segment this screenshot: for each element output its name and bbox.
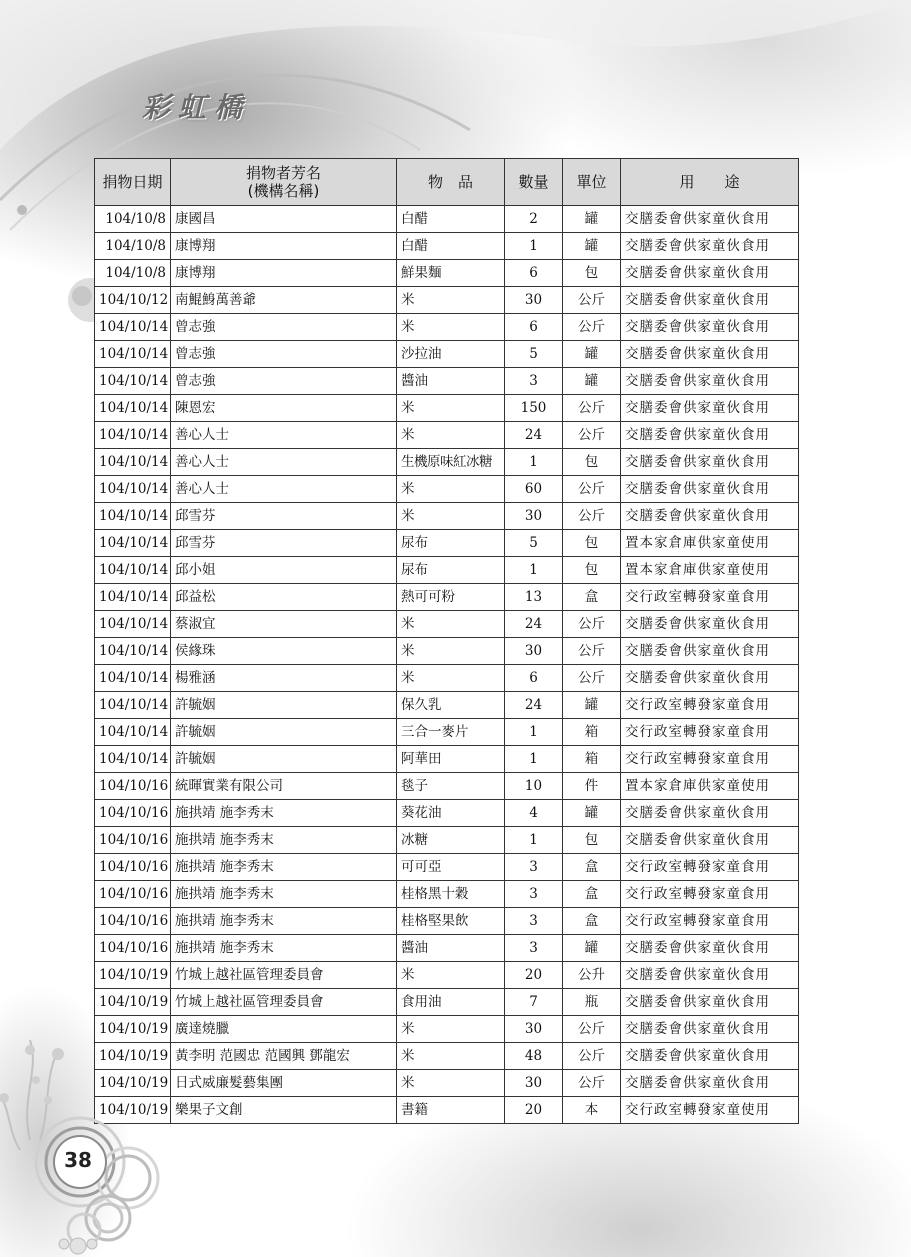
cell-date: 104/10/14 xyxy=(95,557,171,584)
table-row xyxy=(95,1070,799,1097)
cell-unit: 公斤 xyxy=(563,422,621,449)
cell-use: 交膳委會供家童伙食用 xyxy=(621,314,799,341)
cell-donor: 善心人士 xyxy=(171,449,397,476)
cell-donor: 侯緣珠 xyxy=(171,638,397,665)
cell-donor: 廣達燒臘 xyxy=(171,1016,397,1043)
table-row xyxy=(95,989,799,1016)
cell-use: 交行政室轉發家童食用 xyxy=(621,746,799,773)
cell-qty: 6 xyxy=(505,665,563,692)
cell-unit: 本 xyxy=(563,1097,621,1124)
cell-date: 104/10/14 xyxy=(95,476,171,503)
cell-donor: 樂果子文創 xyxy=(171,1097,397,1124)
table-row xyxy=(95,1043,799,1070)
cell-date: 104/10/19 xyxy=(95,989,171,1016)
cell-donor: 邱雪芬 xyxy=(171,530,397,557)
cell-date: 104/10/16 xyxy=(95,827,171,854)
cell-use: 交膳委會供家童伙食用 xyxy=(621,503,799,530)
cell-item: 米 xyxy=(397,287,505,314)
table-row xyxy=(95,314,799,341)
cell-donor: 竹城上越社區管理委員會 xyxy=(171,989,397,1016)
cell-use: 交行政室轉發家童使用 xyxy=(621,1097,799,1124)
cell-item: 桂格黑十穀 xyxy=(397,881,505,908)
cell-item: 阿華田 xyxy=(397,746,505,773)
cell-use: 交膳委會供家童伙食用 xyxy=(621,935,799,962)
cell-use: 交膳委會供家童伙食用 xyxy=(621,827,799,854)
cell-use: 交膳委會供家童伙食用 xyxy=(621,476,799,503)
cell-date: 104/10/8 xyxy=(95,206,171,233)
cell-date: 104/10/19 xyxy=(95,1016,171,1043)
cell-unit: 罐 xyxy=(563,341,621,368)
cell-date: 104/10/14 xyxy=(95,368,171,395)
cell-unit: 罐 xyxy=(563,206,621,233)
cell-qty: 30 xyxy=(505,1070,563,1097)
cell-donor: 陳恩宏 xyxy=(171,395,397,422)
cell-use: 交膳委會供家童伙食用 xyxy=(621,665,799,692)
cell-qty: 24 xyxy=(505,692,563,719)
table-row xyxy=(95,395,799,422)
cell-qty: 7 xyxy=(505,989,563,1016)
cell-item: 尿布 xyxy=(397,557,505,584)
table-row xyxy=(95,503,799,530)
table-row xyxy=(95,746,799,773)
cell-unit: 包 xyxy=(563,449,621,476)
cell-item: 可可亞 xyxy=(397,854,505,881)
cell-donor: 竹城上越社區管理委員會 xyxy=(171,962,397,989)
cell-qty: 3 xyxy=(505,368,563,395)
cell-donor: 許毓姻 xyxy=(171,719,397,746)
cell-item: 書籍 xyxy=(397,1097,505,1124)
cell-item: 米 xyxy=(397,503,505,530)
magazine-logo: 彩虹橋 xyxy=(142,91,251,124)
cell-item: 米 xyxy=(397,638,505,665)
cell-qty: 48 xyxy=(505,1043,563,1070)
cell-date: 104/10/19 xyxy=(95,1097,171,1124)
cell-use: 交膳委會供家童伙食用 xyxy=(621,800,799,827)
cell-qty: 20 xyxy=(505,1097,563,1124)
cell-donor: 日式威廉髮藝集團 xyxy=(171,1070,397,1097)
table-row xyxy=(95,233,799,260)
cell-use: 交膳委會供家童伙食用 xyxy=(621,1016,799,1043)
cell-qty: 24 xyxy=(505,422,563,449)
cell-donor: 統暉實業有限公司 xyxy=(171,773,397,800)
cell-use: 交膳委會供家童伙食用 xyxy=(621,962,799,989)
cell-qty: 3 xyxy=(505,908,563,935)
cell-qty: 4 xyxy=(505,800,563,827)
cell-date: 104/10/14 xyxy=(95,638,171,665)
cell-item: 醬油 xyxy=(397,368,505,395)
cell-use: 交膳委會供家童伙食用 xyxy=(621,449,799,476)
cell-unit: 罐 xyxy=(563,692,621,719)
cell-use: 置本家倉庫供家童使用 xyxy=(621,557,799,584)
cell-unit: 包 xyxy=(563,260,621,287)
cell-donor: 善心人士 xyxy=(171,422,397,449)
cell-use: 交膳委會供家童伙食用 xyxy=(621,287,799,314)
cell-qty: 1 xyxy=(505,557,563,584)
table-row xyxy=(95,962,799,989)
cell-item: 保久乳 xyxy=(397,692,505,719)
cell-date: 104/10/16 xyxy=(95,800,171,827)
cell-unit: 箱 xyxy=(563,719,621,746)
cell-use: 交行政室轉發家童食用 xyxy=(621,881,799,908)
cell-use: 交行政室轉發家童食用 xyxy=(621,719,799,746)
table-row xyxy=(95,827,799,854)
table-row xyxy=(95,260,799,287)
cell-date: 104/10/19 xyxy=(95,962,171,989)
cell-item: 白醋 xyxy=(397,206,505,233)
table-row xyxy=(95,476,799,503)
cell-use: 交膳委會供家童伙食用 xyxy=(621,206,799,233)
cell-qty: 1 xyxy=(505,449,563,476)
cell-donor: 蔡淑宜 xyxy=(171,611,397,638)
cell-donor: 康博翔 xyxy=(171,233,397,260)
cell-unit: 瓶 xyxy=(563,989,621,1016)
cell-use: 交行政室轉發家童食用 xyxy=(621,584,799,611)
cell-unit: 包 xyxy=(563,530,621,557)
cell-unit: 公斤 xyxy=(563,503,621,530)
cell-item: 米 xyxy=(397,395,505,422)
cell-item: 尿布 xyxy=(397,530,505,557)
cell-date: 104/10/14 xyxy=(95,422,171,449)
cell-unit: 包 xyxy=(563,557,621,584)
cell-use: 交膳委會供家童伙食用 xyxy=(621,1043,799,1070)
table-row xyxy=(95,692,799,719)
table-row xyxy=(95,1016,799,1043)
header-date: 捐物日期 xyxy=(95,159,171,206)
cell-qty: 1 xyxy=(505,746,563,773)
table-row xyxy=(95,908,799,935)
header-donor: 捐物者芳名 (機構名稱) xyxy=(171,159,397,206)
cell-date: 104/10/14 xyxy=(95,746,171,773)
cell-unit: 公斤 xyxy=(563,1016,621,1043)
cell-item: 鮮果麵 xyxy=(397,260,505,287)
cell-unit: 罐 xyxy=(563,935,621,962)
cell-unit: 公斤 xyxy=(563,287,621,314)
cell-item: 米 xyxy=(397,665,505,692)
cell-use: 交膳委會供家童伙食用 xyxy=(621,989,799,1016)
cell-qty: 3 xyxy=(505,881,563,908)
cell-use: 交行政室轉發家童食用 xyxy=(621,854,799,881)
cell-item: 米 xyxy=(397,611,505,638)
cell-item: 沙拉油 xyxy=(397,341,505,368)
cell-item: 生機原味紅冰糖 xyxy=(397,449,505,476)
cell-donor: 楊雅涵 xyxy=(171,665,397,692)
cell-donor: 邱益松 xyxy=(171,584,397,611)
cell-date: 104/10/16 xyxy=(95,935,171,962)
cell-qty: 6 xyxy=(505,314,563,341)
cell-use: 交膳委會供家童伙食用 xyxy=(621,260,799,287)
cell-donor: 施拱靖 施李秀末 xyxy=(171,935,397,962)
cell-qty: 6 xyxy=(505,260,563,287)
header-item: 物 品 xyxy=(397,159,505,206)
cell-item: 米 xyxy=(397,476,505,503)
table-row xyxy=(95,638,799,665)
table-row xyxy=(95,881,799,908)
table-row xyxy=(95,935,799,962)
cell-use: 置本家倉庫供家童使用 xyxy=(621,773,799,800)
cell-donor: 許毓姻 xyxy=(171,692,397,719)
cell-use: 交行政室轉發家童食用 xyxy=(621,692,799,719)
cell-qty: 1 xyxy=(505,827,563,854)
cell-item: 米 xyxy=(397,314,505,341)
cell-unit: 盒 xyxy=(563,908,621,935)
cell-donor: 施拱靖 施李秀末 xyxy=(171,800,397,827)
cell-date: 104/10/14 xyxy=(95,692,171,719)
cell-date: 104/10/14 xyxy=(95,503,171,530)
cell-item: 米 xyxy=(397,422,505,449)
cell-unit: 盒 xyxy=(563,854,621,881)
cell-qty: 3 xyxy=(505,854,563,881)
cell-unit: 公斤 xyxy=(563,665,621,692)
cell-date: 104/10/14 xyxy=(95,395,171,422)
cell-date: 104/10/16 xyxy=(95,881,171,908)
cell-donor: 施拱靖 施李秀末 xyxy=(171,908,397,935)
cell-qty: 5 xyxy=(505,530,563,557)
table-row xyxy=(95,449,799,476)
cell-donor: 康博翔 xyxy=(171,260,397,287)
cell-use: 交膳委會供家童伙食用 xyxy=(621,422,799,449)
cell-donor: 曾志強 xyxy=(171,368,397,395)
cell-use: 交膳委會供家童伙食用 xyxy=(621,233,799,260)
cell-unit: 罐 xyxy=(563,233,621,260)
cell-qty: 60 xyxy=(505,476,563,503)
cell-use: 交膳委會供家童伙食用 xyxy=(621,1070,799,1097)
cell-date: 104/10/19 xyxy=(95,1043,171,1070)
cell-qty: 30 xyxy=(505,1016,563,1043)
cell-use: 交行政室轉發家童食用 xyxy=(621,908,799,935)
cell-item: 米 xyxy=(397,962,505,989)
table-row xyxy=(95,611,799,638)
table-row xyxy=(95,719,799,746)
cell-date: 104/10/8 xyxy=(95,233,171,260)
cell-use: 交膳委會供家童伙食用 xyxy=(621,341,799,368)
cell-date: 104/10/16 xyxy=(95,908,171,935)
cell-qty: 150 xyxy=(505,395,563,422)
cell-date: 104/10/14 xyxy=(95,665,171,692)
cell-unit: 盒 xyxy=(563,881,621,908)
header-unit: 單位 xyxy=(563,159,621,206)
table-row xyxy=(95,773,799,800)
cell-unit: 公升 xyxy=(563,962,621,989)
cell-unit: 公斤 xyxy=(563,611,621,638)
cell-date: 104/10/14 xyxy=(95,449,171,476)
cell-date: 104/10/12 xyxy=(95,287,171,314)
cell-qty: 10 xyxy=(505,773,563,800)
header-qty: 數量 xyxy=(505,159,563,206)
table-row xyxy=(95,584,799,611)
cell-unit: 盒 xyxy=(563,584,621,611)
cell-use: 交膳委會供家童伙食用 xyxy=(621,395,799,422)
table-row xyxy=(95,854,799,881)
cell-unit: 件 xyxy=(563,773,621,800)
cell-qty: 13 xyxy=(505,584,563,611)
cell-date: 104/10/14 xyxy=(95,584,171,611)
cell-item: 冰糖 xyxy=(397,827,505,854)
cell-item: 食用油 xyxy=(397,989,505,1016)
cell-date: 104/10/19 xyxy=(95,1070,171,1097)
table-row xyxy=(95,1097,799,1124)
cell-qty: 30 xyxy=(505,503,563,530)
cell-donor: 施拱靖 施李秀末 xyxy=(171,854,397,881)
header-use: 用 途 xyxy=(621,159,799,206)
cell-donor: 邱小姐 xyxy=(171,557,397,584)
table-row xyxy=(95,206,799,233)
cell-item: 熱可可粉 xyxy=(397,584,505,611)
cell-use: 交膳委會供家童伙食用 xyxy=(621,611,799,638)
cell-donor: 康國昌 xyxy=(171,206,397,233)
cell-date: 104/10/16 xyxy=(95,854,171,881)
cell-item: 米 xyxy=(397,1016,505,1043)
cell-qty: 5 xyxy=(505,341,563,368)
cell-date: 104/10/16 xyxy=(95,773,171,800)
table-header-row xyxy=(95,159,799,206)
cell-date: 104/10/14 xyxy=(95,719,171,746)
cell-unit: 包 xyxy=(563,827,621,854)
cell-unit: 公斤 xyxy=(563,395,621,422)
cell-qty: 2 xyxy=(505,206,563,233)
cell-item: 桂格堅果飲 xyxy=(397,908,505,935)
cell-item: 白醋 xyxy=(397,233,505,260)
cell-use: 交膳委會供家童伙食用 xyxy=(621,368,799,395)
cell-donor: 施拱靖 施李秀末 xyxy=(171,827,397,854)
cell-unit: 公斤 xyxy=(563,476,621,503)
cell-qty: 1 xyxy=(505,719,563,746)
cell-item: 米 xyxy=(397,1070,505,1097)
cell-unit: 公斤 xyxy=(563,1070,621,1097)
cell-qty: 1 xyxy=(505,233,563,260)
cell-donor: 施拱靖 施李秀末 xyxy=(171,881,397,908)
cell-unit: 公斤 xyxy=(563,1043,621,1070)
cell-date: 104/10/14 xyxy=(95,530,171,557)
cell-qty: 30 xyxy=(505,638,563,665)
cell-donor: 曾志強 xyxy=(171,314,397,341)
cell-donor: 許毓姻 xyxy=(171,746,397,773)
table-row xyxy=(95,422,799,449)
cell-qty: 3 xyxy=(505,935,563,962)
cell-qty: 24 xyxy=(505,611,563,638)
donation-table xyxy=(94,158,799,1124)
cell-item: 米 xyxy=(397,1043,505,1070)
cell-unit: 箱 xyxy=(563,746,621,773)
cell-qty: 20 xyxy=(505,962,563,989)
table-row xyxy=(95,341,799,368)
cell-donor: 黃李明 范國忠 范國興 鄧龍宏 xyxy=(171,1043,397,1070)
page-number: 38 xyxy=(64,1148,92,1172)
cell-date: 104/10/14 xyxy=(95,611,171,638)
table-body xyxy=(95,206,799,1124)
table-row xyxy=(95,530,799,557)
cell-use: 置本家倉庫供家童使用 xyxy=(621,530,799,557)
cell-item: 三合一麥片 xyxy=(397,719,505,746)
cell-use: 交膳委會供家童伙食用 xyxy=(621,638,799,665)
cell-qty: 30 xyxy=(505,287,563,314)
cell-date: 104/10/14 xyxy=(95,341,171,368)
cell-unit: 罐 xyxy=(563,800,621,827)
cell-unit: 公斤 xyxy=(563,638,621,665)
cell-item: 毯子 xyxy=(397,773,505,800)
cell-date: 104/10/14 xyxy=(95,314,171,341)
cell-unit: 罐 xyxy=(563,368,621,395)
cell-donor: 邱雪芬 xyxy=(171,503,397,530)
cell-date: 104/10/8 xyxy=(95,260,171,287)
table-row xyxy=(95,368,799,395)
cell-item: 葵花油 xyxy=(397,800,505,827)
cell-donor: 曾志強 xyxy=(171,341,397,368)
table-row xyxy=(95,557,799,584)
cell-donor: 南鯤鯓萬善爺 xyxy=(171,287,397,314)
table-row xyxy=(95,287,799,314)
table-row xyxy=(95,800,799,827)
cell-unit: 公斤 xyxy=(563,314,621,341)
cell-donor: 善心人士 xyxy=(171,476,397,503)
cell-item: 醬油 xyxy=(397,935,505,962)
table-row xyxy=(95,665,799,692)
